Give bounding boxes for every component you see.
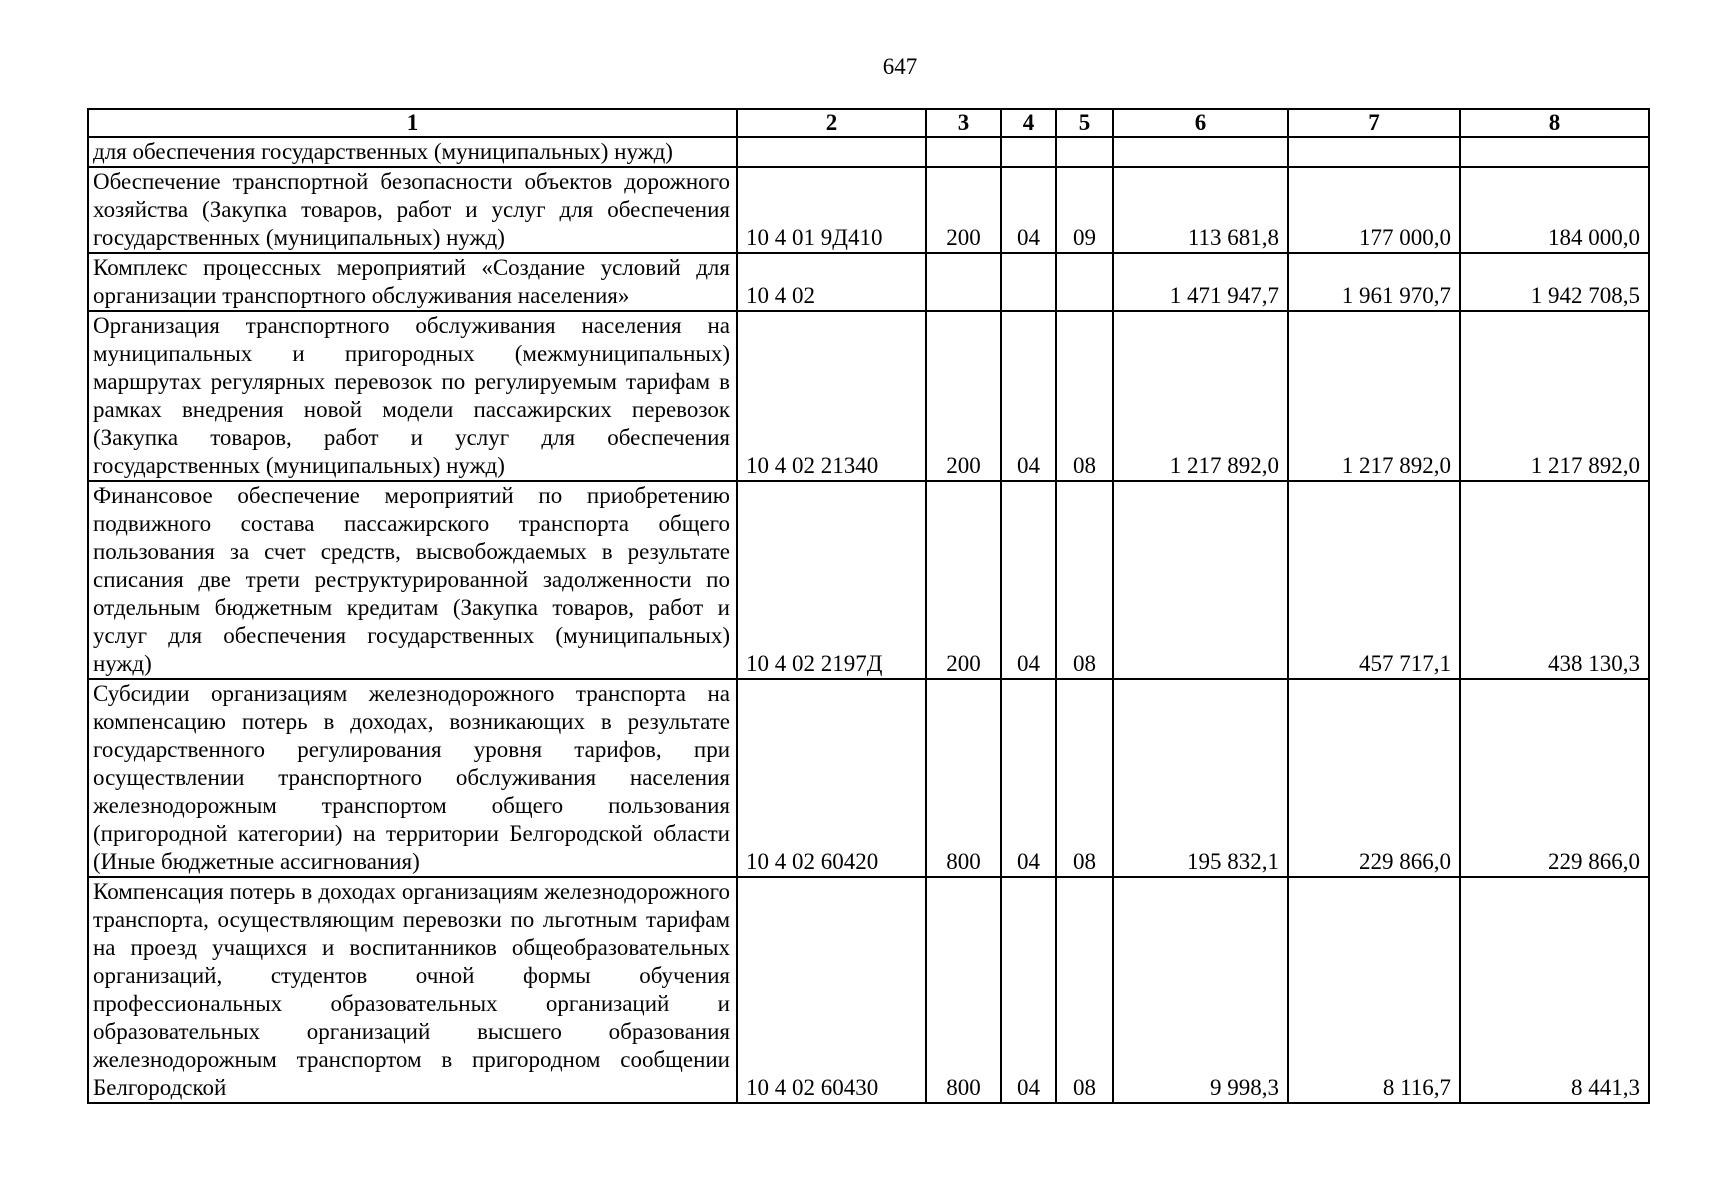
- row-code: 10 4 02 21340: [737, 311, 926, 481]
- table-row: [88, 481, 1649, 679]
- table-row: [88, 137, 1649, 167]
- row-value-8: [1460, 137, 1649, 167]
- header-col-3: 3: [926, 109, 1001, 137]
- row-col-5: 08: [1056, 481, 1113, 679]
- row-col-4: [1001, 137, 1056, 167]
- budget-table: [87, 108, 1650, 1104]
- row-value-6: 1 471 947,7: [1113, 253, 1288, 311]
- row-value-7: 229 866,0: [1288, 679, 1460, 877]
- row-col-5: 08: [1056, 311, 1113, 481]
- header-col-1: 1: [88, 109, 737, 137]
- row-col-4: 04: [1001, 877, 1056, 1103]
- header-col-8: 8: [1460, 109, 1649, 137]
- table-row: [88, 679, 1649, 877]
- row-code: 10 4 02 60430: [737, 877, 926, 1103]
- row-value-8: 438 130,3: [1460, 481, 1649, 679]
- row-col-3: 200: [926, 481, 1001, 679]
- row-value-7: 457 717,1: [1288, 481, 1460, 679]
- row-value-6: 195 832,1: [1113, 679, 1288, 877]
- row-code: 10 4 01 9Д410: [737, 167, 926, 253]
- row-value-7: 8 116,7: [1288, 877, 1460, 1103]
- row-value-7: 1 961 970,7: [1288, 253, 1460, 311]
- row-col-5: 08: [1056, 679, 1113, 877]
- row-description: Обеспечение транспортной безопасности объектов дорожного хозяйства (Закупка товаров, работ и услуг для обеспечения государственных (муниципальных) нужд): [88, 167, 737, 253]
- row-col-3: [926, 253, 1001, 311]
- table-row: [88, 311, 1649, 481]
- row-value-8: 1 217 892,0: [1460, 311, 1649, 481]
- row-value-6: [1113, 137, 1288, 167]
- row-col-4: 04: [1001, 481, 1056, 679]
- row-col-4: 04: [1001, 167, 1056, 253]
- header-col-4: 4: [1001, 109, 1056, 137]
- table-row: [88, 253, 1649, 311]
- row-value-6: [1113, 481, 1288, 679]
- header-col-6: 6: [1113, 109, 1288, 137]
- row-description: Финансовое обеспечение мероприятий по приобретению подвижного состава пассажирского транспорта общего пользования за счет средств, высвобождаемых в результате списания две трети реструктурированной задолженности по отдельным бюджетным кредитам (Закупка товаров, работ и услуг для обеспечения государственных (муниципальных) нужд): [88, 481, 737, 679]
- row-col-3: 200: [926, 311, 1001, 481]
- row-description: Субсидии организациям железнодорожного транспорта на компенсацию потерь в доходах, возникающих в результате государственного регулирования уровня тарифов, при осуществлении транспортного обслуживания населения железнодорожным транспортом общего пользования (пригородной категории) на территории Белгородской области (Иные бюджетные ассигнования): [88, 679, 737, 877]
- row-description: Компенсация потерь в доходах организациям железнодорожного транспорта, осуществляющим перевозки по льготным тарифам на проезд учащихся и воспитанников общеобразовательных организаций, студентов очной формы обучения профессиональных образовательных организаций и образовательных организаций высшего образования железнодорожным транспортом в пригородном сообщении Белгородской: [88, 877, 737, 1103]
- row-col-5: [1056, 137, 1113, 167]
- row-value-7: 1 217 892,0: [1288, 311, 1460, 481]
- row-col-3: [926, 137, 1001, 167]
- row-col-4: 04: [1001, 311, 1056, 481]
- table-row: [88, 877, 1649, 1103]
- row-value-6: 9 998,3: [1113, 877, 1288, 1103]
- row-col-4: 04: [1001, 679, 1056, 877]
- row-col-5: [1056, 253, 1113, 311]
- header-col-5: 5: [1056, 109, 1113, 137]
- row-value-8: 184 000,0: [1460, 167, 1649, 253]
- row-value-8: 8 441,3: [1460, 877, 1649, 1103]
- row-code: [737, 137, 926, 167]
- row-col-3: 800: [926, 679, 1001, 877]
- row-col-5: 09: [1056, 167, 1113, 253]
- row-value-8: 1 942 708,5: [1460, 253, 1649, 311]
- row-description: для обеспечения государственных (муниципальных) нужд): [88, 137, 737, 167]
- row-value-8: 229 866,0: [1460, 679, 1649, 877]
- row-value-6: 1 217 892,0: [1113, 311, 1288, 481]
- header-col-7: 7: [1288, 109, 1460, 137]
- row-code: 10 4 02: [737, 253, 926, 311]
- row-col-4: [1001, 253, 1056, 311]
- row-value-6: 113 681,8: [1113, 167, 1288, 253]
- row-col-3: 200: [926, 167, 1001, 253]
- row-col-5: 08: [1056, 877, 1113, 1103]
- row-value-7: [1288, 137, 1460, 167]
- row-code: 10 4 02 2197Д: [737, 481, 926, 679]
- page-number: 647: [882, 54, 918, 79]
- header-row: [88, 109, 1649, 137]
- table-row: [88, 167, 1649, 253]
- row-description: Организация транспортного обслуживания населения на муниципальных и пригородных (межмуниципальных) маршрутах регулярных перевозок по регулируемым тарифам в рамках внедрения новой модели пассажирских перевозок (Закупка товаров, работ и услуг для обеспечения государственных (муниципальных) нужд): [88, 311, 737, 481]
- row-value-7: 177 000,0: [1288, 167, 1460, 253]
- row-code: 10 4 02 60420: [737, 679, 926, 877]
- header-col-2: 2: [737, 109, 926, 137]
- row-col-3: 800: [926, 877, 1001, 1103]
- row-description: Комплекс процессных мероприятий «Создание условий для организации транспортного обслуживания населения»: [88, 253, 737, 311]
